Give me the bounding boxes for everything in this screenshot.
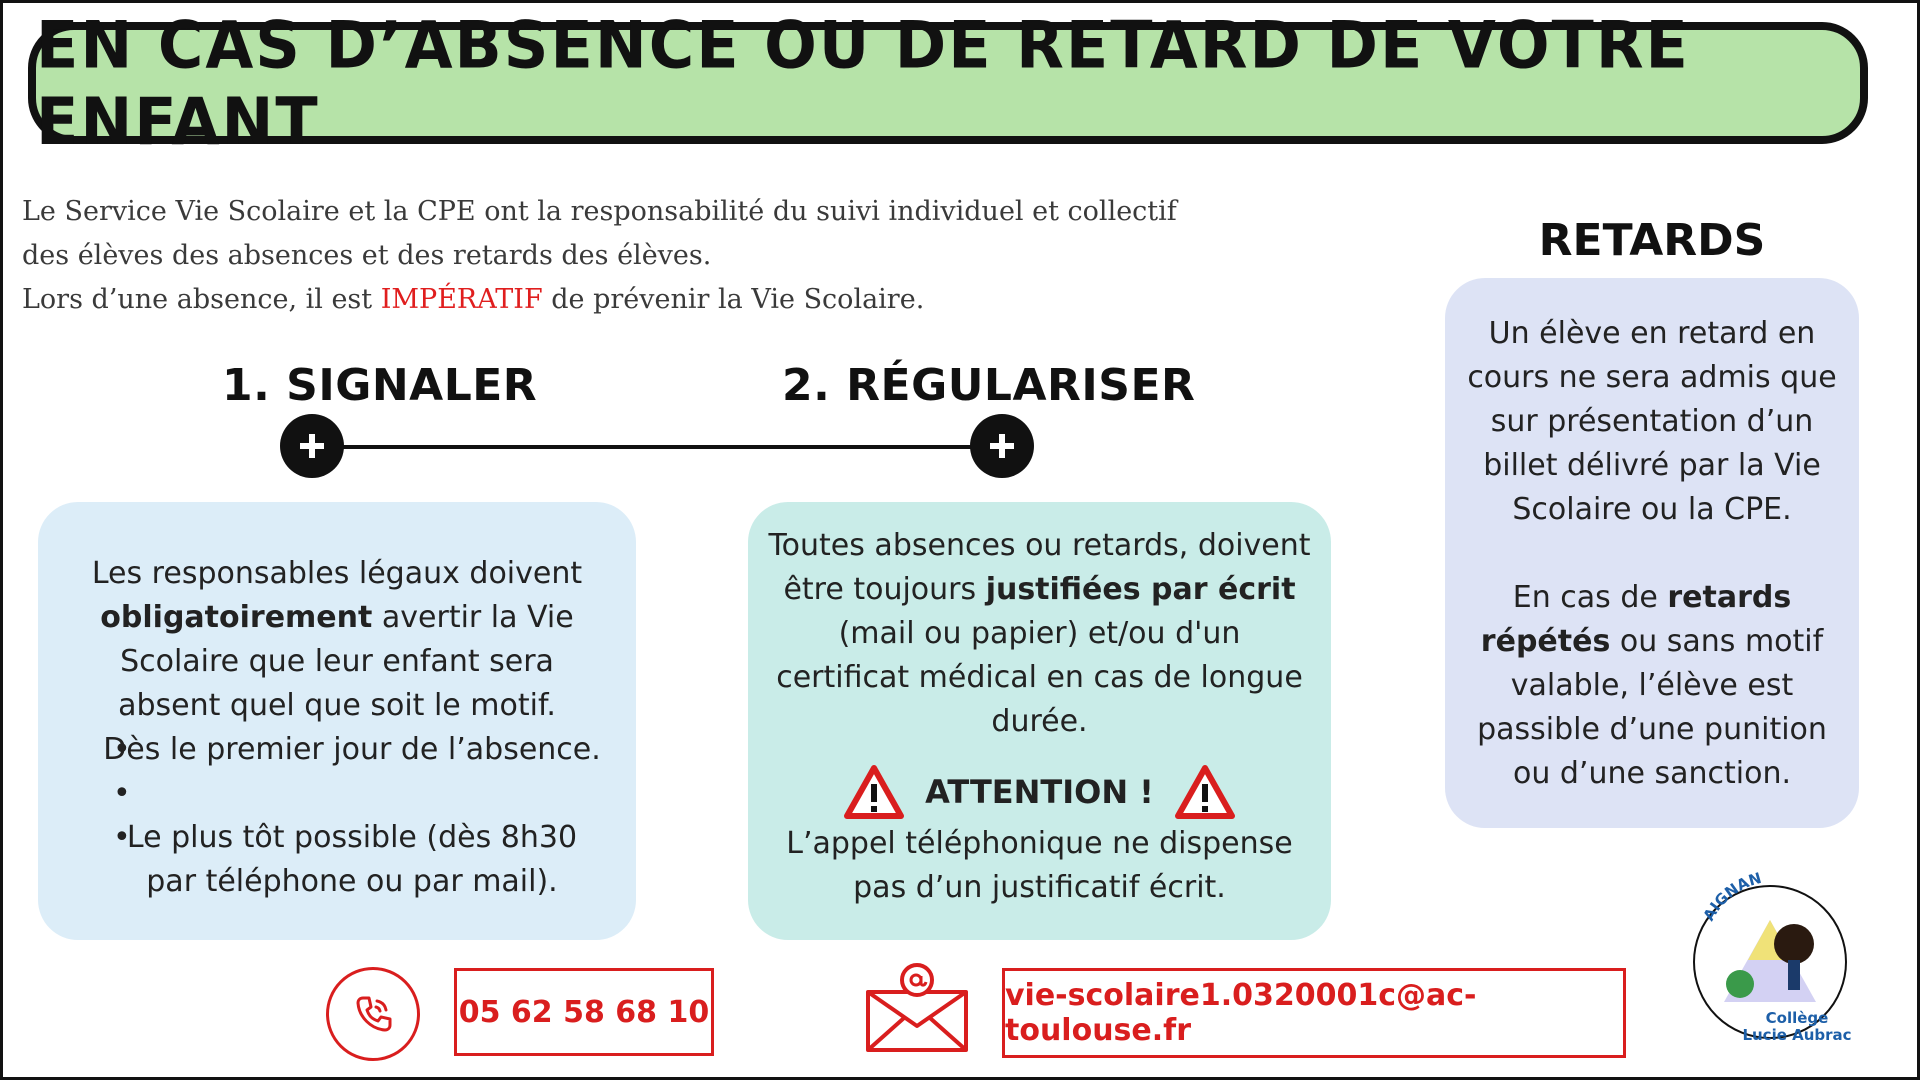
logo-name-line-2: Lucie Aubrac [1742,1026,1852,1044]
regulariser-text [768,524,1311,744]
step-2-title: 2. RÉGULARISER [782,360,1196,411]
email-address[interactable]: vie-scolaire1.0320001c@ac-toulouse.fr [1002,968,1626,1058]
retards-paragraph-2 [1463,576,1841,796]
regulariser-text-end: (mail ou papier) et/ou d'un certificat médical en cas de longue durée. [776,616,1303,739]
list-item: • Dès le premier jour de l’absence. [68,728,606,772]
retards-title: RETARDS [1538,215,1766,266]
attention-text: L’appel téléphonique ne dispense pas d’un justificatif écrit. [786,826,1293,905]
list-item: • Le plus tôt possible (dès 8h30 par téléphone ou par mail). [68,816,606,904]
logo-name [1712,1010,1882,1044]
intro-line-1: Le Service Vie Scolaire et la CPE ont la responsabilité du suivi individuel et collectif [22,196,1177,227]
retards-p2-start: En cas de [1512,580,1668,615]
logo-arc-text: AIGNAN [1699,868,1764,924]
title-banner [28,6,1868,160]
regulariser-text-start: Toutes absences ou retards, doivent être toujours [768,528,1311,607]
regulariser-card [748,502,1331,940]
signaler-text-end: avertir la Vie Scolaire que leur enfant sera absent quel que soit le motif. [118,600,574,723]
paragraph-spacer [1463,532,1841,576]
plus-icon [280,414,344,478]
retards-paragraph-1: Un élève en retard en cours ne sera admis que sur présentation d’un billet délivré par la Vie Scolaire ou la CPE. [1467,316,1837,527]
signaler-list [68,728,606,904]
logo-name-line-1: Collège [1765,1009,1829,1027]
intro-line-3-end: de prévenir la Vie Scolaire. [542,284,925,315]
retards-p2-end: ou sans motif valable, l’élève est passible d’une punition ou d’une sanction. [1477,624,1827,791]
retards-card [1445,278,1859,828]
attention-label: ATTENTION ! [925,773,1154,811]
page-title: EN CAS D’ABSENCE OU DE RETARD DE VOTRE ENFANT [36,6,1690,160]
plus-icon [970,414,1034,478]
intro-line-2: des élèves des absences et des retards des élèves. [22,240,712,271]
signaler-text [68,552,606,728]
signaler-bold: obligatoirement [100,600,373,635]
regulariser-bold: justifiées par écrit [985,572,1296,607]
intro-line-3-start: Lors d’une absence, il est [22,284,381,315]
list-spacer [68,772,606,816]
signaler-text-start: Les responsables légaux doivent [91,556,583,591]
intro-text [22,190,1262,322]
phone-icon [326,967,420,1061]
envelope-icon [864,962,970,1054]
warning-icon [1174,764,1236,820]
phone-number[interactable]: 05 62 58 68 10 [454,968,714,1056]
signaler-card [38,502,636,940]
timeline-connector [312,445,1002,449]
step-1-title: 1. SIGNALER [222,360,538,411]
attention-row [768,762,1311,822]
intro-line-3 [22,278,1262,322]
imperatif-emphasis: IMPÉRATIF [380,284,543,315]
college-logo [1684,862,1884,1062]
warning-icon [843,764,905,820]
retards-bold: retards répétés [1480,580,1792,659]
